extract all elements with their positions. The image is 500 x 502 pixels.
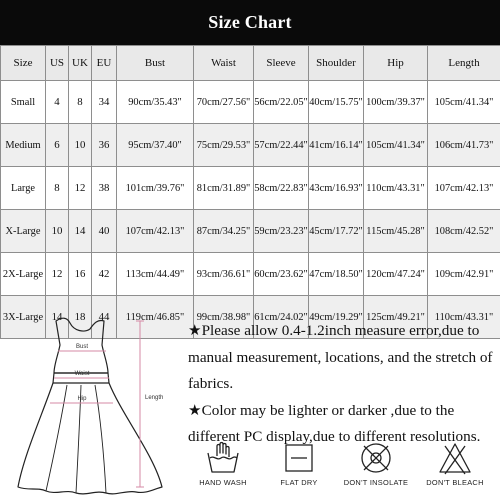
notes-block — [188, 318, 498, 451]
table-cell: 14 — [69, 210, 92, 253]
table-cell: 108cm/42.52" — [428, 210, 500, 253]
table-cell: 107cm/42.13" — [117, 210, 194, 253]
dress-measurement-diagram — [12, 315, 182, 497]
table-cell: 115cm/45.28" — [364, 210, 428, 253]
table-cell: 43cm/16.93" — [309, 167, 364, 210]
table-row — [1, 124, 500, 167]
table-row — [1, 210, 500, 253]
table-header-row — [1, 46, 500, 81]
table-cell: 110cm/43.31" — [428, 296, 500, 339]
table-cell: 8 — [46, 167, 69, 210]
length-label: Length — [145, 395, 163, 401]
table-cell: 38 — [92, 167, 117, 210]
column-header-shoulder: Shoulder — [309, 46, 364, 81]
column-header-uk: UK — [69, 46, 92, 81]
bust-label: Bust — [76, 344, 88, 350]
table-cell: 113cm/44.49" — [117, 253, 194, 296]
dont-bleach-label: DON'T BLEACH — [417, 478, 493, 487]
table-cell: 95cm/37.40" — [117, 124, 194, 167]
table-cell: 40 — [92, 210, 117, 253]
measure-error-note: ★Please allow 0.4-1.2inch measure error,due to manual measurement, locations, and the stretch of fabrics. — [188, 318, 498, 398]
table-cell: 75cm/29.53" — [194, 124, 254, 167]
table-cell: 42 — [92, 253, 117, 296]
table-cell: 56cm/22.05" — [254, 81, 309, 124]
care-item-dont-insolate — [338, 441, 414, 487]
table-cell: 18 — [69, 296, 92, 339]
table-cell: Large — [1, 167, 46, 210]
do-not-insolate-icon — [358, 441, 394, 475]
table-cell: 120cm/47.24" — [364, 253, 428, 296]
table-row — [1, 167, 500, 210]
dress-illustration — [12, 315, 182, 497]
table-cell: 36 — [92, 124, 117, 167]
color-note: ★Color may be lighter or darker ,due to the different PC display,due to different resolutions. — [188, 398, 498, 451]
table-cell: 105cm/41.34" — [364, 124, 428, 167]
table-cell: 87cm/34.25" — [194, 210, 254, 253]
care-instructions — [185, 441, 500, 499]
table-cell: 106cm/41.73" — [428, 124, 500, 167]
table-cell: 100cm/39.37" — [364, 81, 428, 124]
table-cell: X-Large — [1, 210, 46, 253]
table-cell: 14 — [46, 296, 69, 339]
table-cell: 70cm/27.56" — [194, 81, 254, 124]
table-row — [1, 253, 500, 296]
column-header-length: Length — [428, 46, 500, 81]
table-cell: 6 — [46, 124, 69, 167]
table-cell: 110cm/43.31" — [364, 167, 428, 210]
column-header-sleeve: Sleeve — [254, 46, 309, 81]
table-cell: 93cm/36.61" — [194, 253, 254, 296]
table-cell: 49cm/19.29" — [309, 296, 364, 339]
table-cell: 10 — [46, 210, 69, 253]
table-cell: 4 — [46, 81, 69, 124]
size-chart-header — [0, 0, 500, 45]
table-cell: Small — [1, 81, 46, 124]
table-cell: 41cm/16.14" — [309, 124, 364, 167]
column-header-eu: EU — [92, 46, 117, 81]
table-cell: 12 — [69, 167, 92, 210]
flat-dry-label: FLAT DRY — [261, 478, 337, 487]
table-cell: 105cm/41.34" — [428, 81, 500, 124]
page-title: Size Chart — [208, 12, 291, 33]
column-header-size: Size — [1, 46, 46, 81]
table-cell: 3X-Large — [1, 296, 46, 339]
table-cell: 40cm/15.75" — [309, 81, 364, 124]
table-cell: 44 — [92, 296, 117, 339]
table-cell: 58cm/22.83" — [254, 167, 309, 210]
waist-label: Waist — [75, 371, 90, 377]
table-cell: 59cm/23.23" — [254, 210, 309, 253]
table-cell: 8 — [69, 81, 92, 124]
table-cell: 47cm/18.50" — [309, 253, 364, 296]
care-item-flat-dry — [261, 441, 337, 487]
table-cell: 90cm/35.43" — [117, 81, 194, 124]
hand-wash-icon — [205, 441, 241, 475]
table-cell: 109cm/42.91" — [428, 253, 500, 296]
table-cell: 125cm/49.21" — [364, 296, 428, 339]
table-cell: 61cm/24.02" — [254, 296, 309, 339]
table-cell: 60cm/23.62" — [254, 253, 309, 296]
column-header-us: US — [46, 46, 69, 81]
table-cell: 45cm/17.72" — [309, 210, 364, 253]
table-cell: 57cm/22.44" — [254, 124, 309, 167]
table-cell: 2X-Large — [1, 253, 46, 296]
column-header-waist: Waist — [194, 46, 254, 81]
table-cell: 12 — [46, 253, 69, 296]
table-cell: Medium — [1, 124, 46, 167]
flat-dry-icon — [281, 441, 317, 475]
table-cell: 119cm/46.85" — [117, 296, 194, 339]
table-cell: 10 — [69, 124, 92, 167]
table-cell: 16 — [69, 253, 92, 296]
do-not-bleach-icon — [437, 441, 473, 475]
table-cell: 34 — [92, 81, 117, 124]
table-cell: 101cm/39.76" — [117, 167, 194, 210]
column-header-hip: Hip — [364, 46, 428, 81]
care-item-dont-bleach — [417, 441, 493, 487]
size-table — [0, 45, 500, 339]
table-row — [1, 81, 500, 124]
column-header-bust: Bust — [117, 46, 194, 81]
dont-insolate-label: DON'T INSOLATE — [338, 478, 414, 487]
care-item-hand-wash — [185, 441, 261, 487]
hip-label: Hip — [77, 396, 87, 402]
hand-wash-label: HAND WASH — [185, 478, 261, 487]
table-cell: 107cm/42.13" — [428, 167, 500, 210]
table-cell: 81cm/31.89" — [194, 167, 254, 210]
table-cell: 99cm/38.98" — [194, 296, 254, 339]
